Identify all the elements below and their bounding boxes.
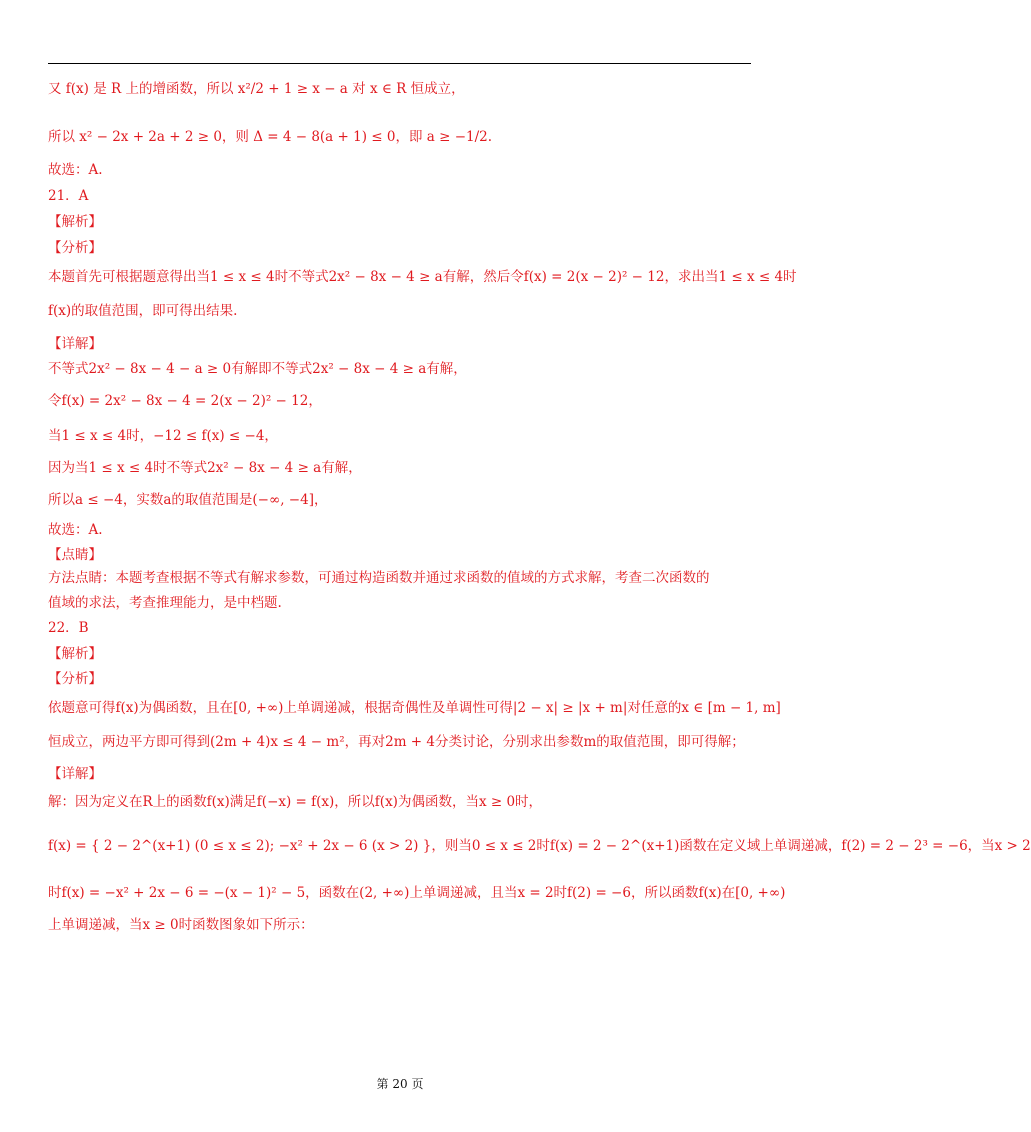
text-line: 因为当1 ≤ x ≤ 4时不等式2x² − 8x − 4 ≥ a有解， (48, 460, 362, 476)
text-line: 解：因为定义在R上的函数f(x)满足f(−x) = f(x)，所以f(x)为偶函数，当x ≥ 0时， (48, 794, 543, 810)
text-line: f(x) = { 2 − 2^(x+1) (0 ≤ x ≤ 2); −x² + 2x − 6 (x > 2) }，则当0 ≤ x ≤ 2时f(x) = 2 − 2^(x+1)函数在定义域上单调递减，f(2) = 2 − 2³ = −6，当x > 2 (48, 838, 1031, 854)
text-line: 方法点睛：本题考查根据不等式有解求参数，可通过构造函数并通过求函数的值域的方式求解，考查二次函数的 (48, 570, 710, 586)
text-line: 又 f(x) 是 R 上的增函数，所以 x²/2 + 1 ≥ x − a 对 x ∈ R 恒成立， (48, 81, 465, 97)
text-line: 故选：A. (48, 162, 103, 178)
text-line: 时f(x) = −x² + 2x − 6 = −(x − 1)² − 5，函数在(2, +∞)上单调递减，且当x = 2时f(2) = −6，所以函数f(x)在[0, +∞) (48, 885, 786, 901)
text-line: 22．B (48, 620, 89, 636)
text-line: 【解析】 (48, 214, 102, 230)
page-number: 第 20 页 (376, 1077, 424, 1091)
text-line: 依题意可得f(x)为偶函数，且在[0, +∞)上单调递减，根据奇偶性及单调性可得|2 − x| ≥ |x + m|对任意的x ∈ [m − 1, m] (48, 700, 781, 716)
header-rule (48, 63, 751, 64)
text-line: 上单调递减，当x ≥ 0时函数图象如下所示： (48, 917, 314, 933)
text-line: 【解析】 (48, 646, 102, 662)
text-line: 不等式2x² − 8x − 4 − a ≥ 0有解即不等式2x² − 8x − 4 ≥ a有解， (48, 361, 467, 377)
text-line: 21．A (48, 188, 89, 204)
text-line: 所以a ≤ −4，实数a的取值范围是(−∞, −4]， (48, 492, 328, 508)
text-line: 【详解】 (48, 336, 102, 352)
text-line: 故选：A. (48, 522, 103, 538)
text-line: 本题首先可根据题意得出当1 ≤ x ≤ 4时不等式2x² − 8x − 4 ≥ a有解，然后令f(x) = 2(x − 2)² − 12，求出当1 ≤ x ≤ 4时 (48, 269, 797, 285)
text-line: 令f(x) = 2x² − 8x − 4 = 2(x − 2)² − 12， (48, 393, 322, 409)
text-line: f(x)的取值范围，即可得出结果. (48, 303, 238, 319)
text-line: 恒成立，两边平方即可得到(2m + 4)x ≤ 4 − m²，再对2m + 4分类讨论，分别求出参数m的取值范围，即可得解； (48, 734, 745, 750)
text-line: 【分析】 (48, 671, 102, 687)
text-line: 【分析】 (48, 240, 102, 256)
text-line: 【详解】 (48, 766, 102, 782)
text-line: 【点睛】 (48, 547, 102, 563)
text-line: 当1 ≤ x ≤ 4时，−12 ≤ f(x) ≤ −4， (48, 428, 278, 444)
text-line: 所以 x² − 2x + 2a + 2 ≥ 0，则 Δ = 4 − 8(a + 1) ≤ 0，即 a ≥ −1/2. (48, 129, 493, 145)
text-line: 值域的求法，考查推理能力，是中档题. (48, 595, 282, 611)
